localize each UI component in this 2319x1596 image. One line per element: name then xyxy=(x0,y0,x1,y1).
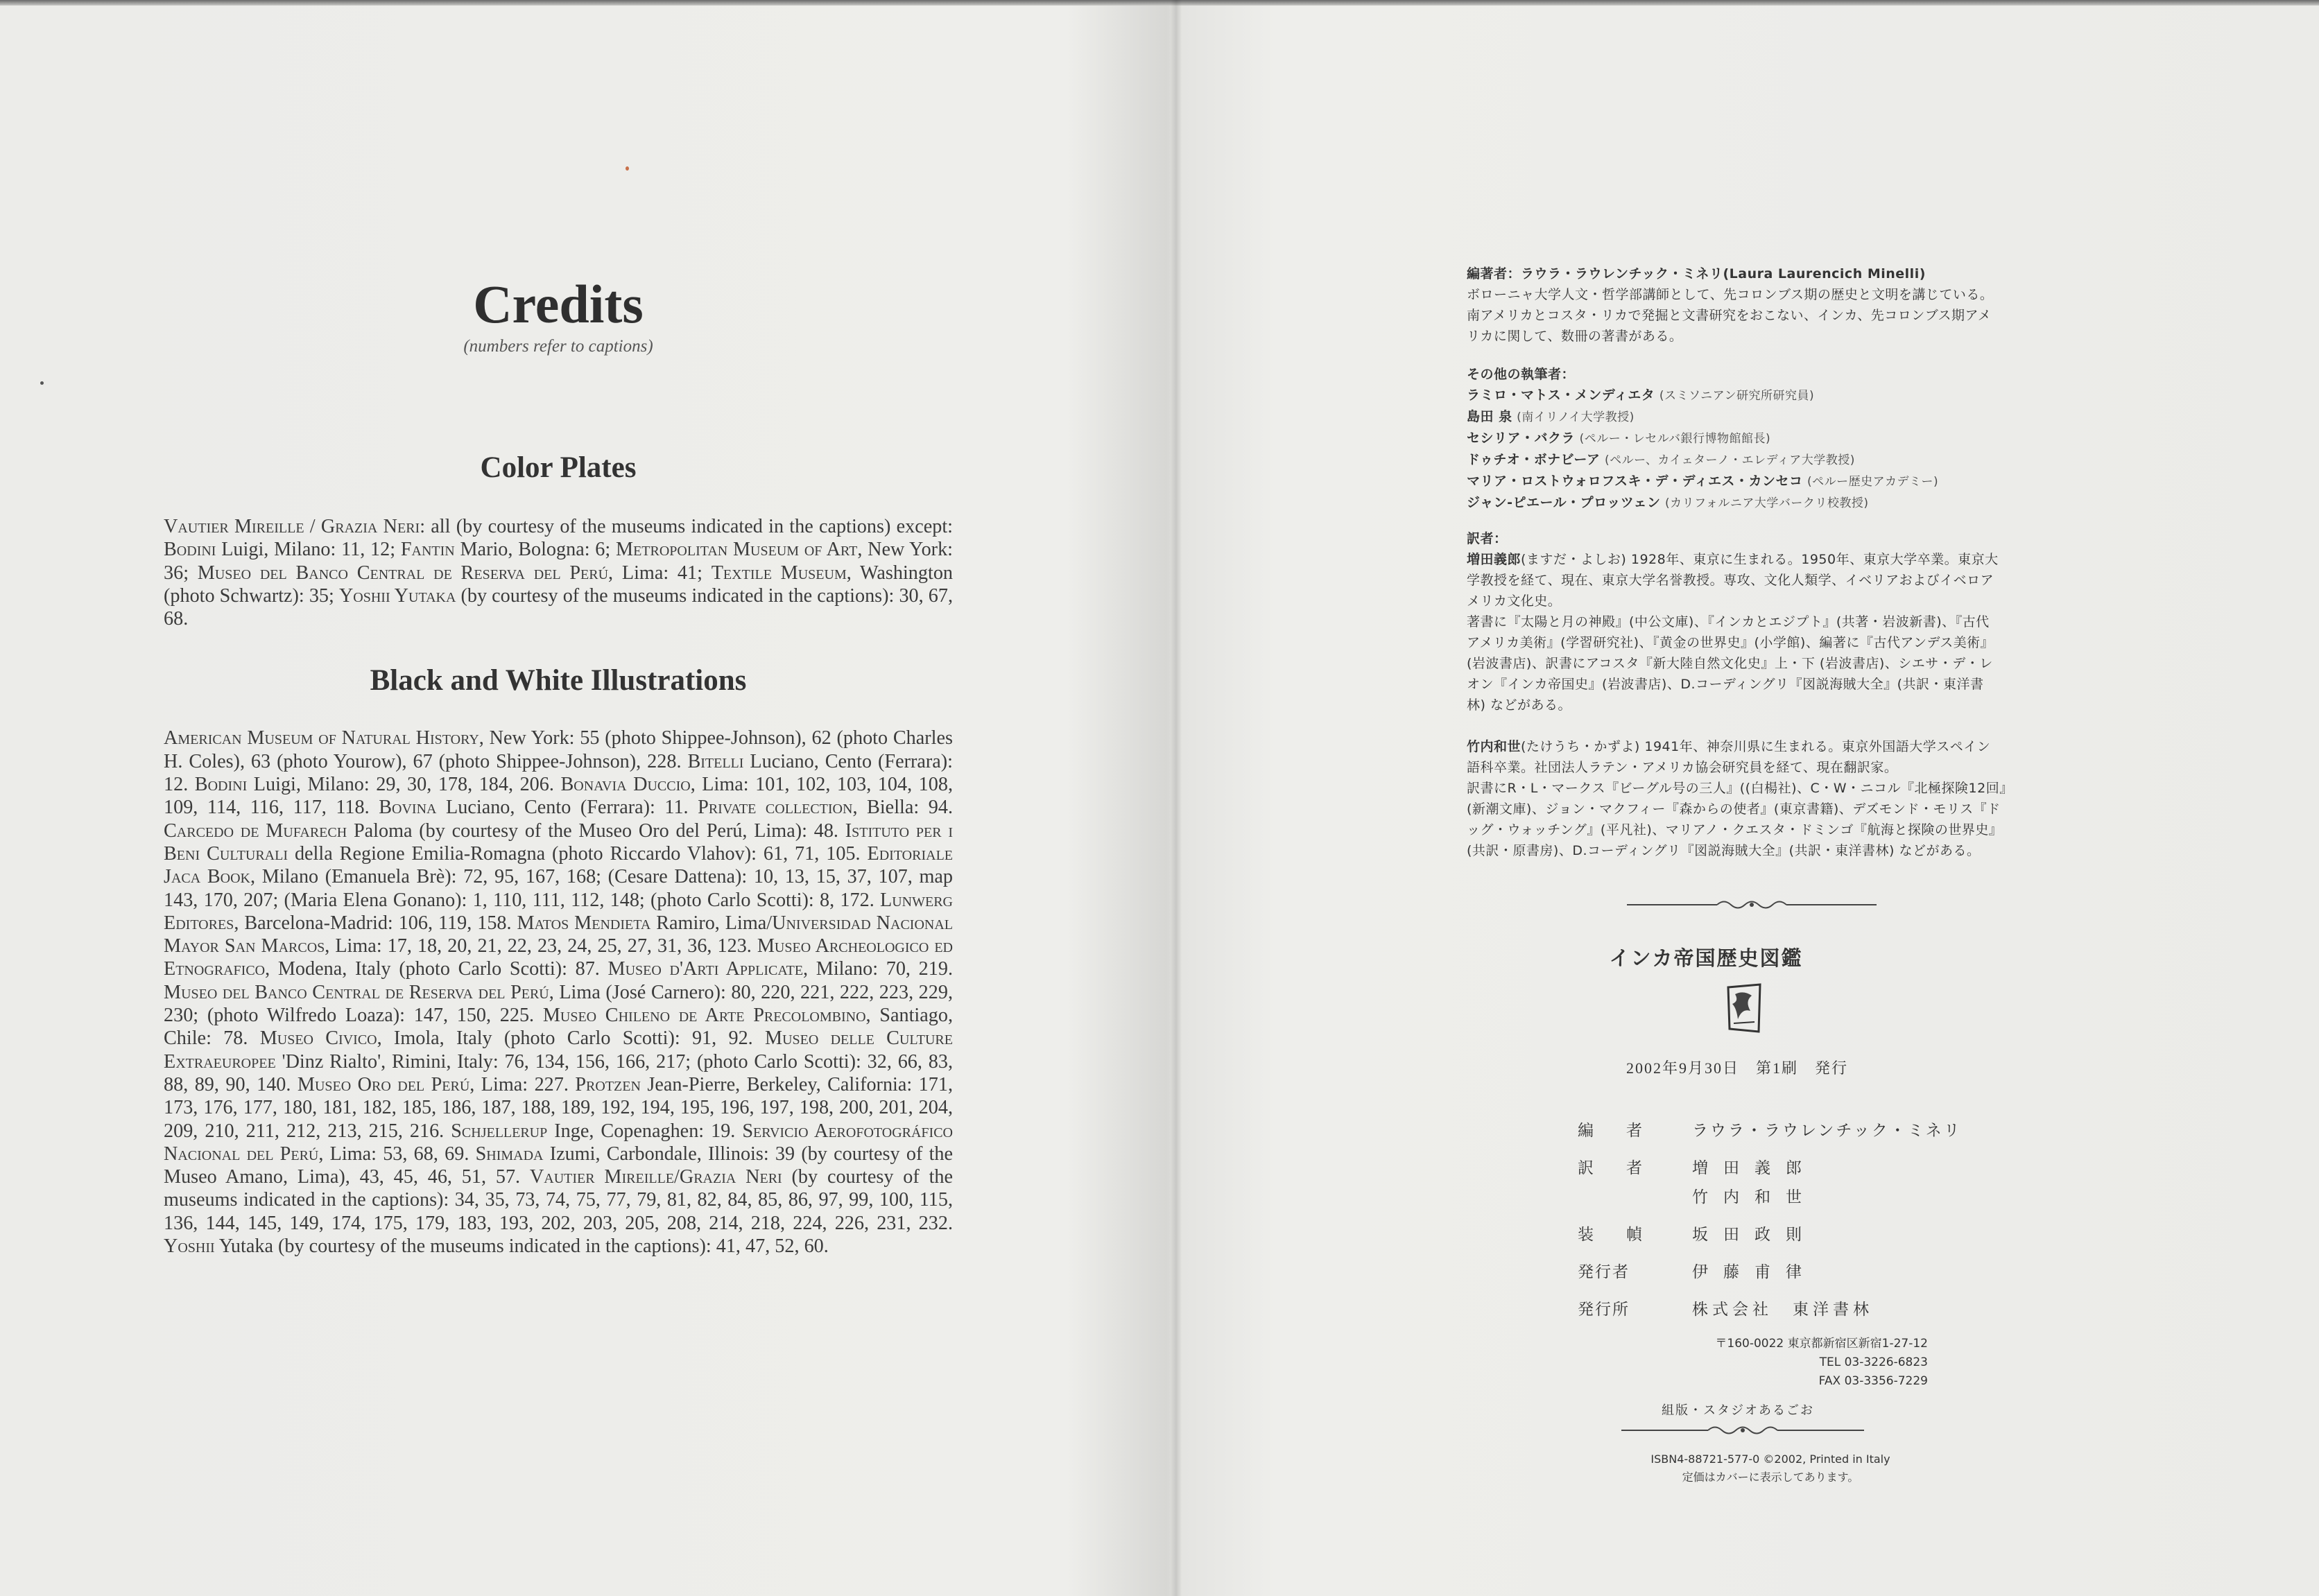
credit-source-name: Museo Civico xyxy=(259,1027,377,1050)
staff-name: 増田義郎 xyxy=(1692,1159,1817,1177)
contributor-item xyxy=(1467,385,2063,406)
editor-bio xyxy=(1467,263,2063,347)
staff-role: 発行所 xyxy=(1578,1301,1630,1319)
translator-1-line: アメリカ美術』(学習研究社)、『黄金の世界史』(小学館)、編著に『古代アンデス美術』 xyxy=(1467,635,1994,650)
contributor-item xyxy=(1467,492,2063,514)
credit-source-name: Museo delle Culture Extraeuropee xyxy=(164,1027,953,1073)
credit-text: 'Dinz Rialto', Rimini, Italy: 76, 134, 156, 166, 217; (photo Carlo Scotti): 32, 66, 83, 88, 89, 90, 140. xyxy=(164,1050,953,1095)
credit-text: Luciano, Cento (Ferrara): 11. xyxy=(436,797,698,819)
staff-role: 訳 者 xyxy=(1578,1159,1650,1177)
staff-name: 伊藤甫律 xyxy=(1692,1263,1817,1281)
credit-text: , Imola, Italy (photo Carlo Scotti): 91, 92. xyxy=(377,1027,765,1050)
credit-source-name: Schjellerup xyxy=(451,1120,548,1142)
credit-text: Inge, Copenaghen: 19. xyxy=(547,1120,743,1142)
staff-name: 株式会社 東洋書林 xyxy=(1692,1301,1873,1319)
credit-source-name: Museo Chileno de Arte Precolombino xyxy=(542,1005,866,1027)
credit-text: , Lima: 41; xyxy=(608,562,712,584)
credit-source-name: American Museum of Natural History xyxy=(164,727,479,749)
staff-name: 竹内和世 xyxy=(1692,1188,1817,1206)
translator-2-line: ッグ・ウォッチング』(平凡社)、マリアノ・クエスタ・ドミンゴ『航海と探険の世界史』 xyxy=(1467,822,2003,838)
credit-text: , New York: 55 (photo Shippee-Johnson), 62 (photo Charles H. Coles), 63 (photo Yourow), 67 (photo Shippee-Johnson), 228. xyxy=(164,727,953,772)
contributor-name: ラミロ・マトス・メンディエタ xyxy=(1467,388,1655,403)
contributor-item xyxy=(1467,449,2063,471)
contributor-note: (スミソニアン研究所研究員) xyxy=(1659,389,1815,403)
publisher-logo xyxy=(1724,980,1764,1036)
credit-source-name: Vautier Mireille / Grazia Neri xyxy=(164,516,420,537)
credit-source-name: Museo del Banco Central de Reserva del Perú xyxy=(197,562,609,584)
editor-heading xyxy=(1467,263,2063,284)
staff-role: 装 幀 xyxy=(1578,1226,1650,1244)
book-title: インカ帝国歴史図鑑 xyxy=(1609,946,1803,970)
contributor-item xyxy=(1467,471,2063,492)
translator-2-name: 竹内和世 xyxy=(1467,739,1521,754)
price-note: 定価はカバーに表示してあります。 xyxy=(1682,1471,1859,1484)
staff-row-publisher xyxy=(1578,1259,1966,1296)
editor-name: ラウラ・ラウレンチック・ミネリ(Laura Laurencich Minelli) xyxy=(1521,266,1926,281)
credit-text: , Milano (Emanuela Brè): 72, 95, 167, 168; (Cesare Dattena): 10, 13, 15, 37, 107, map 143, 170, 207; (Maria Elena Gonano): 1, 110, 111, 112, 148; (photo Carlo Scotti): 8, 172. xyxy=(164,866,954,911)
editor-bio-line: 南アメリカとコスタ・リカで発掘と文書研究をおこない、インカ、先コロンブス期アメ xyxy=(1467,308,1992,323)
staff-row-design xyxy=(1578,1222,1966,1259)
credit-text: Mario, Bologna: 6; xyxy=(454,539,616,561)
credit-text: (by courtesy of the museums indicated in the captions): 30, 67, 68. xyxy=(164,584,953,630)
credit-source-name: Yoshii Yutaka xyxy=(338,584,456,607)
credit-source-name: Universidad Nacional Mayor San Marcos xyxy=(164,912,953,957)
credit-text: , New York: 36; xyxy=(164,539,953,584)
contributor-note: (ペルー歴史アカデミー) xyxy=(1807,475,1939,489)
credit-text: , Barcelona-Madrid: 106, 119, 158. xyxy=(234,912,517,934)
fax-number: FAX 03-3356-7229 xyxy=(1818,1374,1928,1388)
page-subtitle: (numbers refer to captions) xyxy=(463,337,653,356)
credit-text: Luciano, Cento (Ferrara): 12. xyxy=(164,750,953,796)
translator-2-line: (共訳・原書房)、D.コーディングリ『図説海賊大全』(共訳・東洋書林) などがある。 xyxy=(1467,843,1981,858)
translator-1-line: メリカ文化史。 xyxy=(1467,593,1562,609)
translators-label: 訳者： xyxy=(1467,531,1508,546)
credit-text: , Lima: 101, 102, 103, 104, 108, 109, 114, 116, 117, 118. xyxy=(164,774,954,819)
contributor-name: 島田 泉 xyxy=(1467,409,1512,424)
translators-bio xyxy=(1467,528,2063,861)
publication-date: 2002年9月30日 第1刷 発行 xyxy=(1626,1059,1849,1077)
credit-text: , Lima: 53, 68, 69. xyxy=(318,1143,476,1165)
staff-row-editor xyxy=(1578,1118,1966,1155)
credit-text: , Washington (photo Schwartz): 35; xyxy=(164,562,954,607)
page-title: Credits xyxy=(473,274,644,334)
credit-source-name: Shimada xyxy=(475,1143,544,1165)
credit-source-name: Carcedo de Mufarech xyxy=(164,819,347,842)
bw-illustrations-credits xyxy=(164,727,953,1258)
credit-text: , Milano: 70, 219. xyxy=(803,958,953,980)
credit-source-name: Private collection xyxy=(698,797,853,819)
credit-source-name: Protzen xyxy=(575,1073,641,1095)
credit-source-name: Textile Museum xyxy=(711,562,847,584)
credit-source-name: Museo Archeologico ed Etnografico xyxy=(164,935,953,980)
page-top-edge xyxy=(0,0,2319,6)
translator-2-line: 竹内和世(たけうち・かずよ) 1941年、神奈川県に生まれる。東京外国語大学スペイン xyxy=(1467,739,1991,754)
staff-role: 編 者 xyxy=(1578,1122,1650,1140)
colophon-staff xyxy=(1578,1118,1966,1334)
translator-2-line: (新潮文庫)、ジョン・マクフィー『森からの使者』(東京書籍)、デズモンド・モリス『ド xyxy=(1467,801,2001,817)
contributor-note: (南イリノイ大学教授) xyxy=(1517,410,1635,424)
translator-1-line: オン『インカ帝国史』(岩波書店)、D.コーディングリ『図説海賊大全』(共訳・東洋書 xyxy=(1467,677,1984,692)
publisher-address xyxy=(1664,1335,1928,1391)
contributor-note: (カリフォルニア大学バークリ校教授) xyxy=(1665,496,1869,510)
isbn-block xyxy=(1621,1450,1920,1486)
credit-source-name: Editoriale Jaca Book xyxy=(164,842,953,888)
contributor-name: マリア・ロストウォロフスキ・デ・ディエス・カンセコ xyxy=(1467,474,1803,489)
credit-text: Jean-Pierre, Berkeley, California: 171, 173, 176, 177, 180, 181, 182, 185, 186, 187, 188, 189, 192, 194, 195, 196, 197, 198, 200, 201, 204, 209, 210, 211, 212, 213, 215, 216. xyxy=(164,1073,954,1142)
credit-source-name: Metropolitan Museum of Art xyxy=(616,539,858,561)
credit-source-name: Museo del Banco Central de Reserva del Perú xyxy=(164,981,549,1003)
editor-label: 編著者： xyxy=(1467,266,1521,281)
staff-name: ラウラ・ラウレンチック・ミネリ xyxy=(1692,1122,1962,1140)
credit-text: : all (by courtesy of the museums indicated in the captions) except: xyxy=(420,516,953,537)
credit-text: , Modena, Italy (photo Carlo Scotti): 87. xyxy=(265,958,608,980)
phone-number: TEL 03-3226-6823 xyxy=(1819,1355,1928,1369)
credit-text: , Santiago, Chile: 78. xyxy=(164,1005,953,1050)
translator-1-line: 増田義郎(ますだ・よしお) 1928年、東京に生まれる。1950年、東京大学卒業。東京大 xyxy=(1467,552,1999,567)
translator-2-line: 訳書にR・L・マークス『ビーグル号の三人』((白楊社)、C・W・ニコル『北極探険12回』 xyxy=(1467,781,2013,796)
ornament-rule-top xyxy=(1627,899,1877,911)
paper-speck xyxy=(40,381,44,385)
credit-source-name: Servicio Aerofotográfico Nacional del Perú xyxy=(164,1120,953,1165)
credit-source-name: Bitelli xyxy=(687,750,744,772)
credit-text: , Lima: 17, 18, 20, 21, 22, 23, 24, 25, 27, 31, 36, 123. xyxy=(325,935,757,957)
staff-row-publishing-house xyxy=(1578,1296,1966,1334)
credit-text: , Biella: 94. xyxy=(852,797,953,819)
credit-source-name: Matos Mendieta xyxy=(517,912,651,934)
contributors-list xyxy=(1467,364,2063,514)
credit-source-name: Museo Oro del Perú xyxy=(297,1073,470,1095)
staff-row-translators xyxy=(1578,1155,1966,1222)
translator-1-line: 学教授を経て、現在、東京大学名誉教授。専攻、文化人類学、イベリアおよびイベロア xyxy=(1467,573,1994,588)
left-page-credits xyxy=(164,274,954,1258)
contributor-item xyxy=(1467,428,2063,449)
paper-speck xyxy=(626,166,629,171)
credit-source-name: Museo d'Arti Applicate xyxy=(607,958,804,980)
translator-1-line: (岩波書店)、訳書にアコスタ『新大陸自然文化史』上・下 (岩波書店)、シエサ・デ・レ xyxy=(1467,656,1993,671)
credit-text: Yutaka (by courtesy of the museums indicated in the captions): 41, 47, 52, 60. xyxy=(214,1235,829,1258)
credit-source-name: Bodini xyxy=(164,539,216,561)
staff-name: 坂田政則 xyxy=(1692,1226,1817,1244)
credit-source-name: Vautier Mireille/Grazia Neri xyxy=(529,1166,782,1188)
credit-text: Luigi, Milano: 29, 30, 178, 184, 206. xyxy=(247,774,561,796)
credit-text: Paloma (by courtesy of the Museo Oro del Perú, Lima): 48. xyxy=(347,819,845,842)
credit-source-name: Bonavia Duccio xyxy=(560,774,691,796)
credit-text: Ramiro, Lima/ xyxy=(650,912,773,934)
credit-source-name: Bodini xyxy=(194,774,248,796)
contributor-note: (ペルー、カイェターノ・エレディア大学教授) xyxy=(1604,453,1855,467)
translator-1-line: 著書に『太陽と月の神殿』(中公文庫)、『インカとエジプト』(共著・岩波新書)、『古代 xyxy=(1467,614,1990,630)
ornament-rule-bottom xyxy=(1621,1424,1864,1437)
contributor-name: ドゥチオ・ボナビーア xyxy=(1467,452,1601,467)
color-plates-credits xyxy=(164,515,953,630)
contributors-label: その他の執筆者： xyxy=(1467,367,1576,382)
editor-bio-line: ボローニャ大学人文・哲学部講師として、先コロンブス期の歴史と文明を講じている。 xyxy=(1467,287,1994,302)
credit-text: Izumi, Carbondale, Illinois: 39 (by courtesy of the Museo Amano, Lima), 43, 45, 46, 51, 57. xyxy=(164,1143,954,1188)
contributor-note: (ペルー・レセルバ銀行博物館館長) xyxy=(1579,432,1771,446)
book-gutter xyxy=(1171,0,1182,1596)
credit-source-name: Yoshii xyxy=(164,1235,215,1258)
staff-role: 発行者 xyxy=(1578,1263,1630,1281)
credit-source-name: Bovina xyxy=(379,797,437,819)
translator-1-line: 林) などがある。 xyxy=(1467,697,1571,713)
address-line: 〒160-0022 東京都新宿区新宿1-27-12 xyxy=(1715,1337,1928,1351)
editor-bio-line: リカに関して、数冊の著書がある。 xyxy=(1467,329,1683,344)
contributor-name: ジャン-ピエール・プロッツェン xyxy=(1467,495,1661,510)
contributor-name: セシリア・バクラ xyxy=(1467,431,1576,446)
credit-text: , Lima: 227. xyxy=(469,1073,576,1095)
contributor-item xyxy=(1467,406,2063,428)
color-plates-heading: Color Plates xyxy=(480,451,637,484)
translator-2-line: 語科卒業。社団法人ラテン・アメリカ協会研究員を経て、現在翻訳家。 xyxy=(1467,760,1898,775)
credit-source-name: Istituto per i Beni Culturali xyxy=(164,819,953,865)
credit-text: (by courtesy of the museums indicated in the captions): 34, 35, 73, 74, 75, 77, 79, 81, 82, 84, 85, 86, 97, 99, 100, 115, 136, 144, 145, 149, 174, 175, 179, 183, 193, 202, 203, 205, 208, 214, 218, 224, 226, 231, 232. xyxy=(164,1166,954,1234)
translator-1-name: 増田義郎 xyxy=(1467,552,1521,567)
credit-text: della Regione Emilia-Romagna (photo Riccardo Vlahov): 61, 71, 105. xyxy=(288,842,868,865)
isbn-line: ISBN4-88721-577-0 ©2002, Printed in Italy xyxy=(1650,1452,1890,1466)
typesetting-credit: 組版・スタジオあるごお xyxy=(1662,1403,1814,1418)
credit-source-name: Fantin xyxy=(400,539,455,561)
credit-source-name: Lunwerg Editores xyxy=(164,889,953,934)
credit-text: Luigi, Milano: 11, 12; xyxy=(216,539,401,561)
credit-text: , Lima (José Carnero): 80, 220, 221, 222, 223, 229, 230; (photo Wilfredo Loaza): 147, 150, 225. xyxy=(164,981,953,1027)
bw-illustrations-heading: Black and White Illustrations xyxy=(370,664,747,697)
